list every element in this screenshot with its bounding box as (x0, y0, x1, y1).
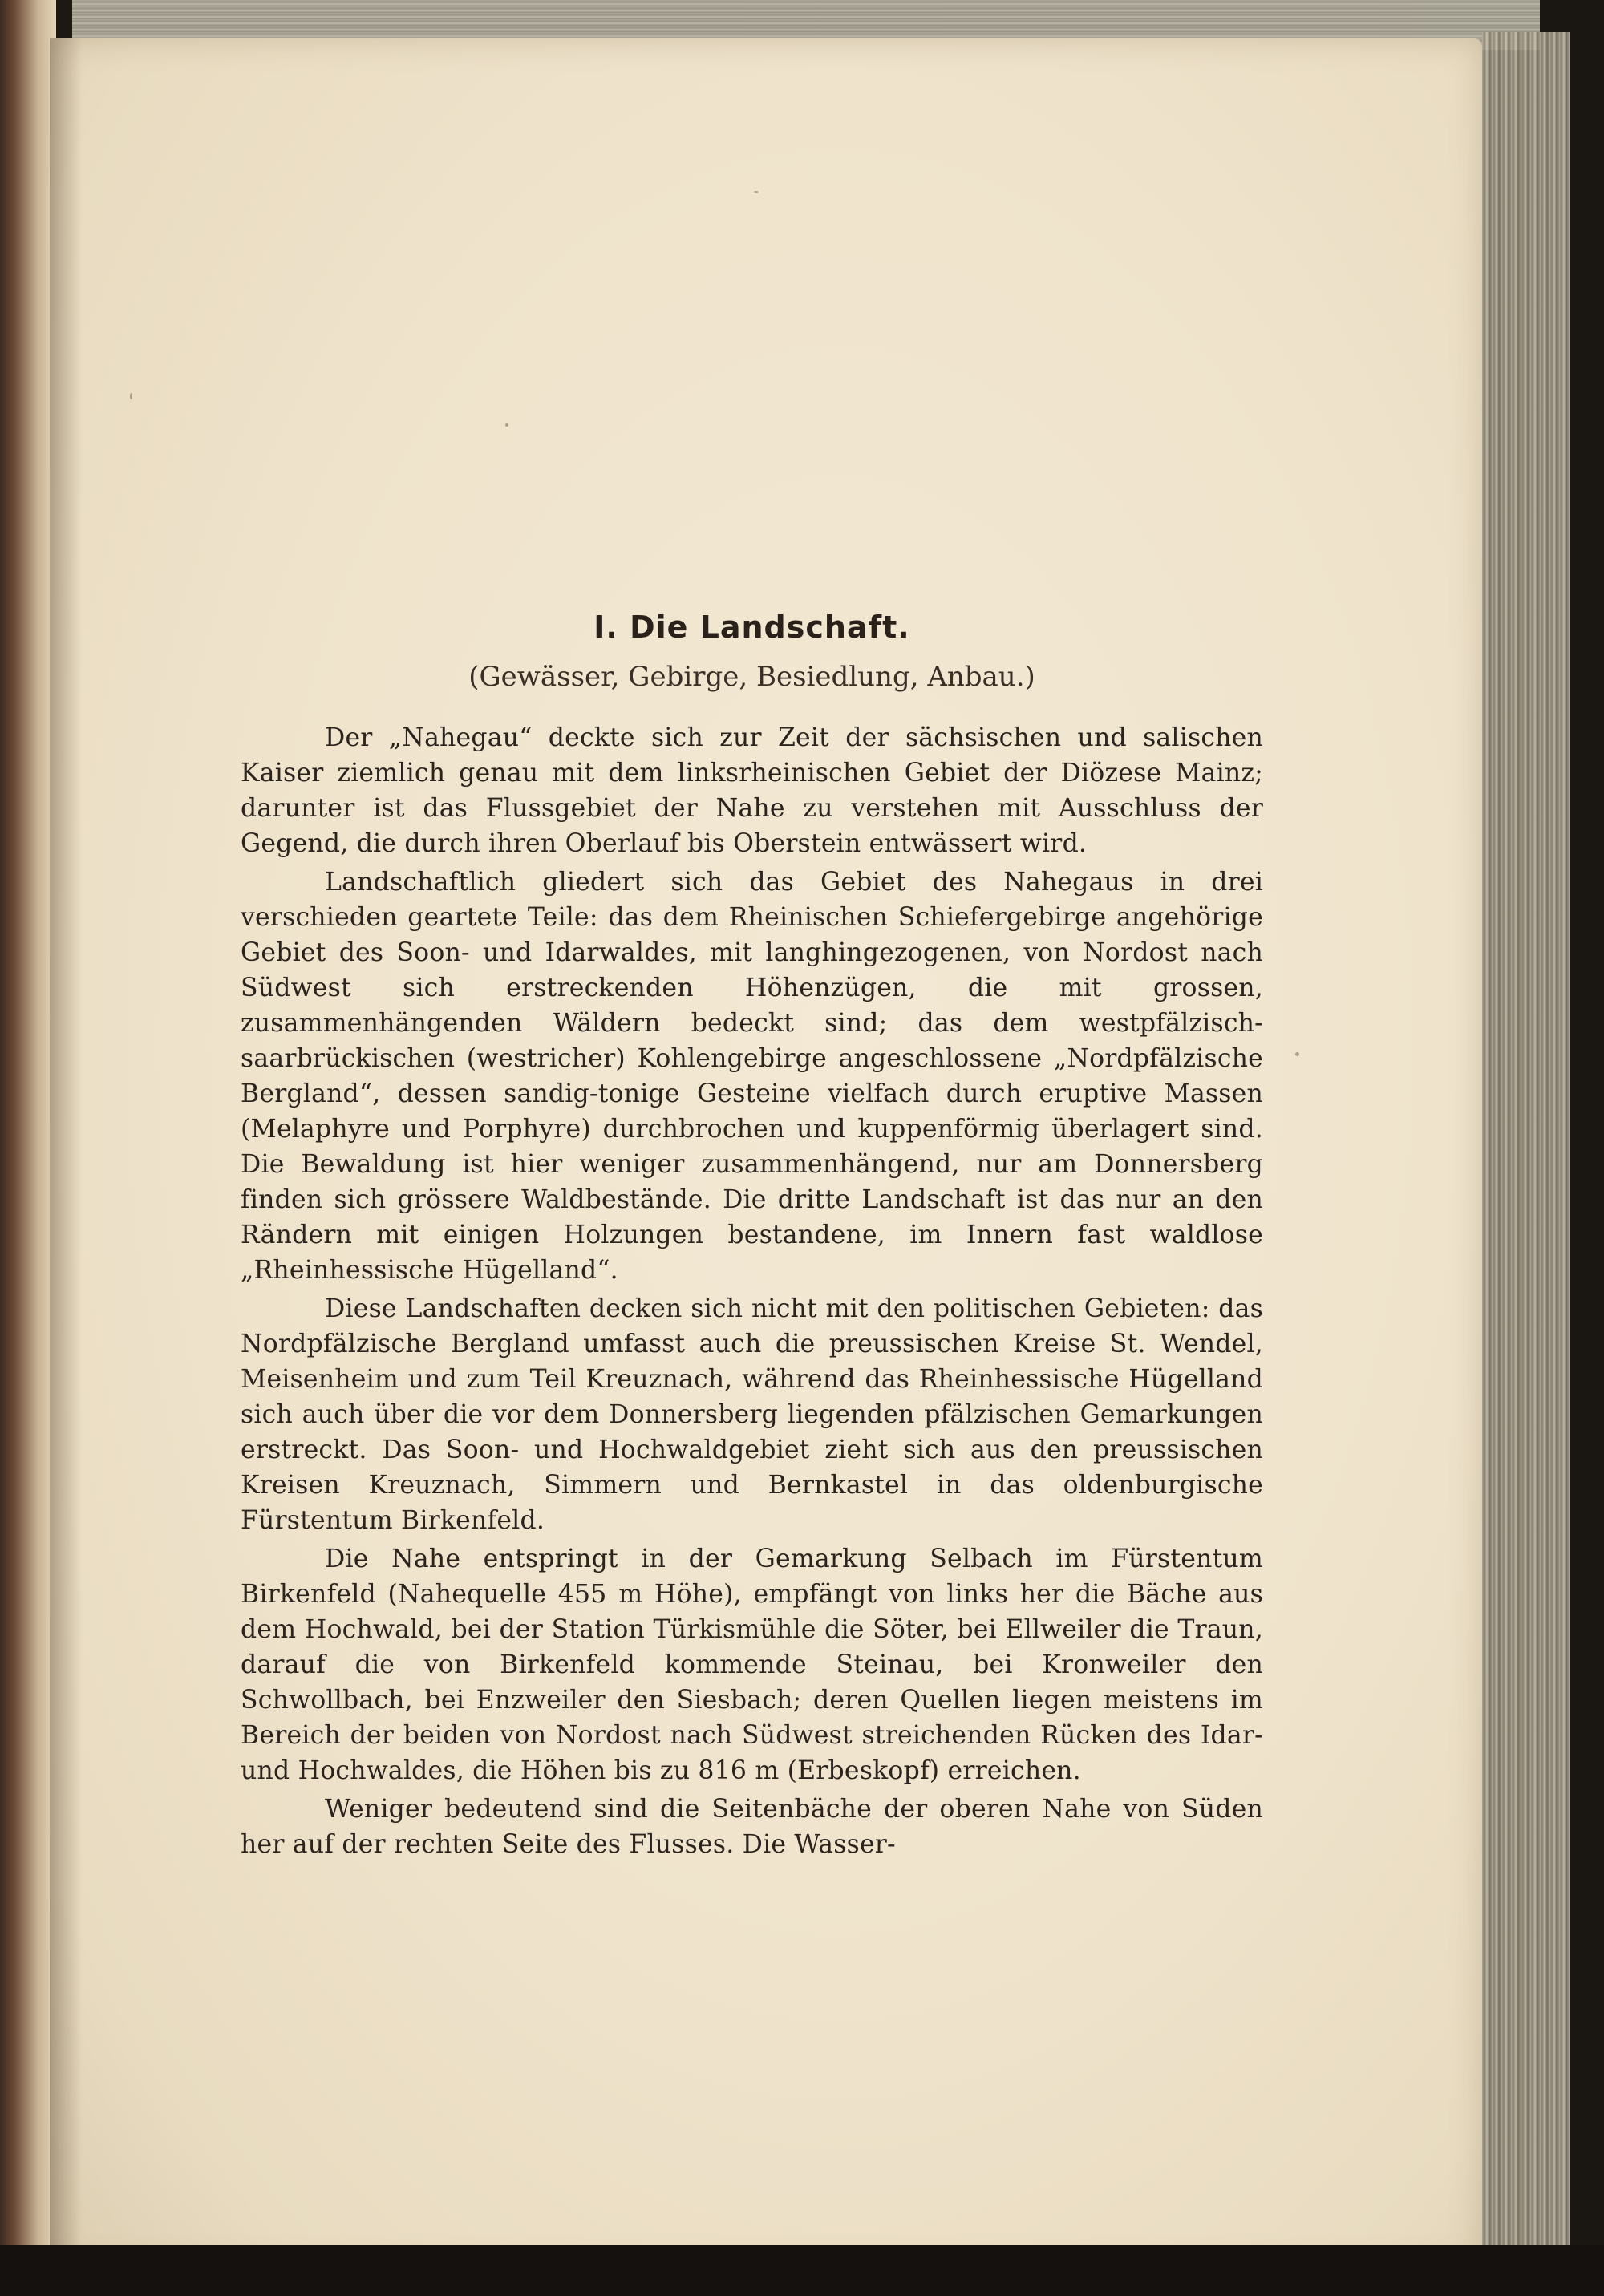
book-spine-gutter (0, 0, 56, 2296)
dust-speck (754, 191, 759, 193)
paragraph: Landschaftlich gliedert sich das Gebiet des Nahegaus in drei verschieden geartete Teile: das dem Rheinischen Schiefergebirge angehörige Gebiet des Soon- und Idarwaldes, mit langhingezogenen, von Nordost nach Südwest sich erstreckenden Höhenzügen, die mit grossen, zusammenhängenden Wäldern bedeckt sind; das dem westpfälzisch-saarbrückischen (westricher) Kohlengebirge angeschlossene „Nordpfälzische Bergland“, dessen sandig-tonige Gesteine vielfach durch eruptive Massen (Melaphyre und Porphyre) durchbrochen und kuppenförmig überlagert sind. Die Bewaldung ist hier weniger zusammenhängend, nur am Donnersberg finden sich grössere Waldbestände. Die dritte Landschaft ist das nur an den Rändern mit einigen Holzungen bestandene, im Innern fast waldlose „Rheinhessische Hügelland“. (241, 868, 1263, 1285)
dust-speck (130, 393, 132, 399)
paragraph: Der „Nahegau“ deckte sich zur Zeit der sächsischen und salischen Kaiser ziemlich genau mit dem linksrheinischen Gebiet der Diözese Mainz; darunter ist das Flussgebiet der Nahe zu verstehen mit Ausschluss der Gegend, die durch ihren Oberlauf bis Oberstein entwässert wird. (241, 723, 1263, 858)
dust-speck (505, 423, 508, 427)
page-stack-right-edge (1482, 32, 1570, 2278)
chapter-subtitle: (Gewässer, Gebirge, Besiedlung, Anbau.) (468, 661, 1035, 693)
page-text (241, 609, 1263, 1865)
page-fold-shadow (50, 38, 82, 2268)
chapter-title: I. Die Landschaft. (593, 609, 910, 645)
paragraph: Die Nahe entspringt in der Gemarkung Selbach im Fürstentum Birkenfeld (Nahequelle 455 m Höhe), empfängt von links her die Bäche aus dem Hochwald, bei der Station Türkismühle die Söter, bei Ellweiler die Traun, darauf die von Birkenfeld kommende Steinau, bei Kronweiler den Schwollbach, bei Enzweiler den Siesbach; deren Quellen liegen meistens im Bereich der beiden von Nordost nach Südwest streichenden Rücken des Idar- und Hochwaldes, die Höhen bis zu 816 m (Erbeskopf) erreichen. (241, 1545, 1263, 1785)
paragraph: Diese Landschaften decken sich nicht mit den politischen Gebieten: das Nordpfälzische Bergland umfasst auch die preussischen Kreise St. Wendel, Meisenheim und zum Teil Kreuznach, während das Rheinhessische Hügelland sich auch über die vor dem Donnersberg liegenden pfälzischen Gemarkungen erstreckt. Das Soon- und Hochwaldgebiet zieht sich aus den preussischen Kreisen Kreuznach, Simmern und Bernkastel in das oldenburgische Fürstentum Birkenfeld. (241, 1294, 1263, 1535)
bottom-shadow (0, 2245, 1604, 2296)
dust-speck (1295, 1052, 1299, 1056)
paragraph: Weniger bedeutend sind die Seitenbäche der oberen Nahe von Süden her auf der rechten Seite des Flusses. Die Wasser- (241, 1795, 1263, 1859)
